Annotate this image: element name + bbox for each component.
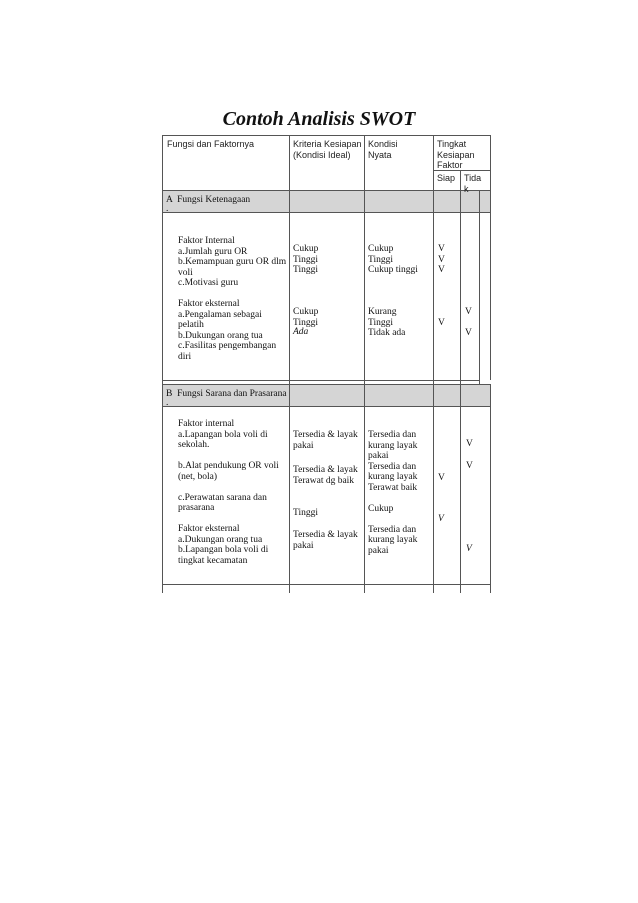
section-a-tidak-marks: V V bbox=[465, 307, 472, 338]
section-b-dot: . bbox=[166, 398, 169, 408]
section-b-siap-mark-1: V bbox=[438, 473, 445, 483]
section-a-band-line bbox=[162, 212, 491, 213]
section-b-kondisi: Tersedia dan kurang layak pakai Tersedia dan kurang layak Terawat baik Cukup Tersedia dan kurang layak pakai bbox=[368, 430, 418, 556]
section-b-kriteria-3: Tinggi bbox=[293, 508, 318, 518]
col-divider-1 bbox=[289, 135, 290, 593]
section-b-bottom-line bbox=[162, 584, 491, 585]
table-right-border-b bbox=[479, 190, 480, 384]
page-title: Contoh Analisis SWOT bbox=[222, 108, 416, 130]
table-right-border-c bbox=[490, 384, 491, 593]
section-b-kriteria-2: Tersedia & layak Terawat dg baik bbox=[293, 465, 358, 486]
section-b-top-line bbox=[162, 384, 491, 385]
section-a-faktor: Faktor Internal a.Jumlah guru OR b.Kemampuan guru OR dlm voli c.Motivasi guru Faktor eksternal a.Pengalaman sebagai pelatih b.Dukungan orang tua c.Fasilitas pengembangan diri bbox=[178, 236, 287, 362]
section-a-kriteria-ada: Ada bbox=[293, 327, 309, 337]
section-a-kriteria: Cukup Tinggi Tinggi Cukup Tinggi bbox=[293, 244, 319, 328]
header-tingkat: Tingkat Kesiapan Faktor bbox=[437, 139, 475, 170]
section-b-kriteria-1: Tersedia & layak pakai bbox=[293, 430, 358, 451]
section-b-tidak-mark-2: V bbox=[466, 461, 473, 471]
section-a-heading: A Fungsi Ketenagaan bbox=[166, 195, 251, 205]
section-b-kriteria-4: Tersedia & layak pakai bbox=[293, 530, 358, 551]
section-b-tidak-mark-3: V bbox=[466, 544, 472, 554]
table-right-border-a bbox=[490, 135, 491, 380]
section-a-kondisi: Cukup Tinggi Cukup tinggi Kurang Tinggi Tidak ada bbox=[368, 244, 418, 338]
section-b-faktor: Faktor internal a.Lapangan bola voli di sekolah. b.Alat pendukung OR voli (net, bola) c.Perawatan sarana dan prasarana Faktor eksternal a.Dukungan orang tua b.Lapangan bola voli di tingkat kecamatan bbox=[178, 419, 279, 566]
swot-table bbox=[162, 135, 491, 593]
col-divider-3 bbox=[433, 135, 434, 593]
section-b-heading: B Fungsi Sarana dan Prasarana bbox=[166, 389, 287, 399]
header-kriteria: Kriteria Kesiapan (Kondisi Ideal) bbox=[293, 139, 362, 160]
section-a-siap-marks: V V V V bbox=[438, 244, 445, 328]
header-siap: Siap bbox=[437, 173, 456, 183]
section-b-siap-mark-2: V bbox=[438, 514, 444, 524]
section-b-tidak-mark-1: V bbox=[466, 439, 473, 449]
header-kondisi: Kondisi Nyata bbox=[368, 139, 398, 160]
section-a-dot: . bbox=[166, 204, 169, 214]
header-tidak: Tida k bbox=[464, 173, 482, 194]
header-bottom-line bbox=[162, 190, 491, 191]
section-b-band-line bbox=[162, 406, 491, 407]
header-fungsi: Fungsi dan Faktornya bbox=[167, 139, 255, 149]
table-top-border bbox=[162, 135, 491, 136]
table-left-border bbox=[162, 135, 163, 593]
col-divider-4 bbox=[460, 170, 461, 593]
col-divider-2 bbox=[364, 135, 365, 593]
